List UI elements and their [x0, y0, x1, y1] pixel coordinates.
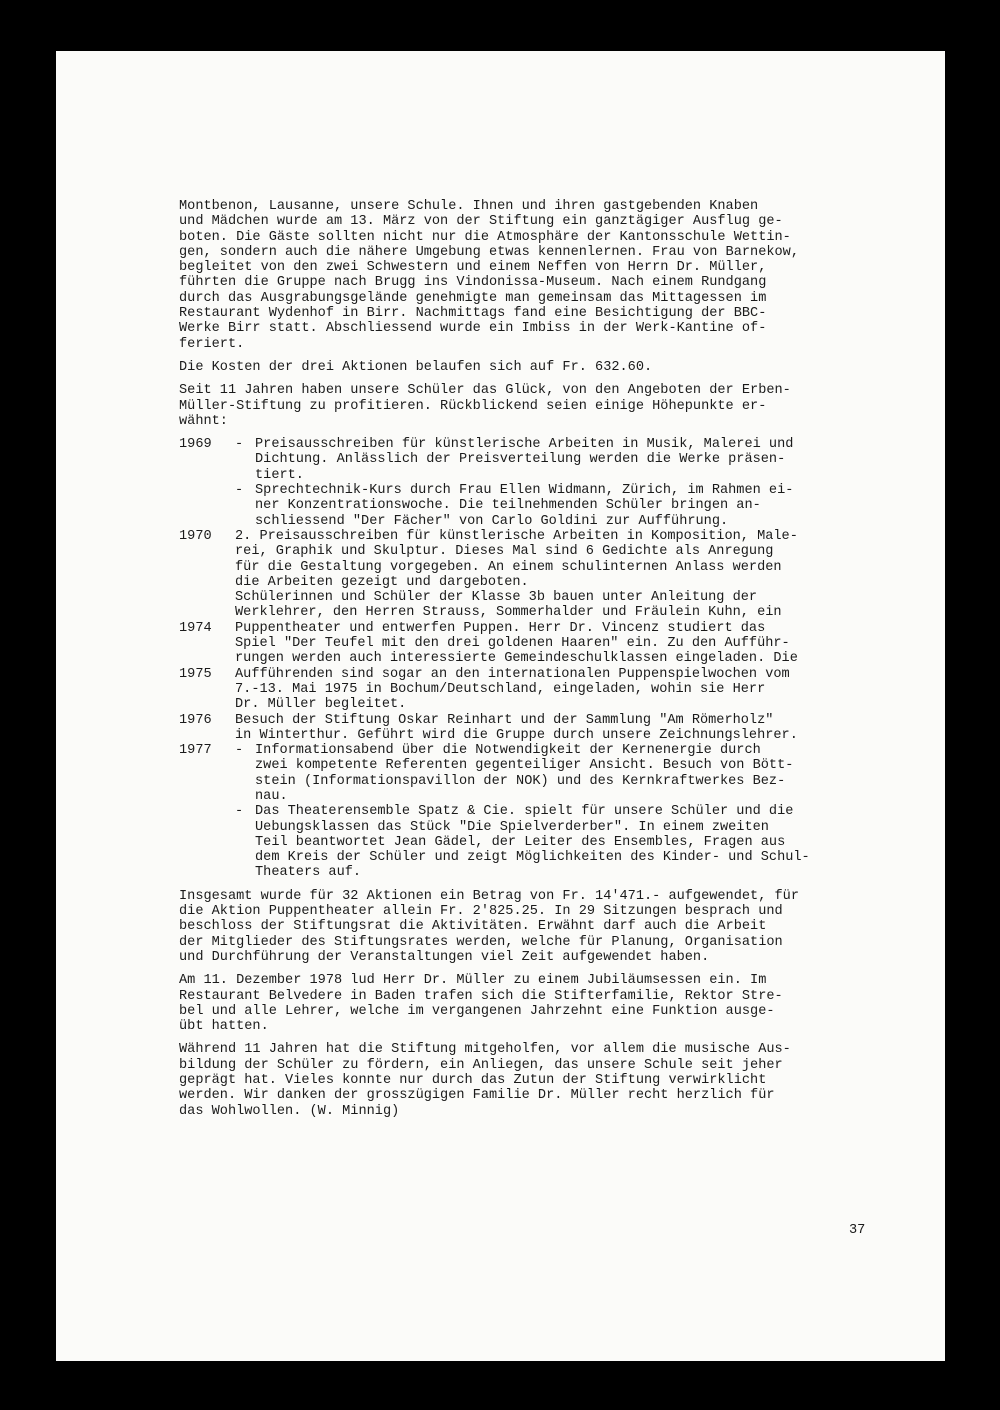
- text-line: Müller-Stiftung zu profitieren. Rückblickend seien einige Höhepunkte er-: [179, 398, 767, 414]
- entry-item: [235, 437, 899, 483]
- entry-1976: [179, 713, 899, 744]
- text-line: Die Kosten der drei Aktionen belaufen sich auf Fr. 632.60.: [179, 359, 653, 375]
- entry-item: [235, 743, 899, 804]
- entry-year: 1970: [179, 528, 212, 544]
- entry-1977: [179, 743, 899, 881]
- text-line: Besuch der Stiftung Oskar Reinhart und der Sammlung "Am Römerholz": [235, 712, 774, 728]
- page-text: [179, 199, 899, 1119]
- text-line: Montbenon, Lausanne, unsere Schule. Ihnen und ihren gastgebenden Knaben: [179, 199, 759, 214]
- text-line: Dichtung. Anlässlich der Preisverteilung werden die Werke präsen-: [255, 452, 786, 468]
- text-line: 7.-13. Mai 1975 in Bochum/Deutschland, eingeladen, wohin sie Herr: [235, 681, 766, 697]
- text-line: Restaurant Wydenhof in Birr. Nachmittags fand eine Besichtigung der BBC-: [179, 306, 767, 322]
- text-line: rei, Graphik und Skulptur. Dieses Mal sind 6 Gedichte als Anregung: [235, 544, 774, 560]
- text-line: schliessend "Der Fächer" von Carlo Goldini zur Aufführung.: [255, 513, 729, 529]
- text-line: für die Gestaltung vorgegeben. An einem schulinternen Anlass werden: [235, 559, 782, 575]
- text-line: ner Konzentrationswoche. Die teilnehmenden Schüler bringen an-: [255, 498, 761, 514]
- text-line: gen, sondern auch die nähere Umgebung etwas kennenlernen. Frau von Barnekow,: [179, 244, 799, 260]
- text-line: und Mädchen wurde am 13. März von der Stiftung ein ganztägiger Ausflug ge-: [179, 214, 783, 230]
- text-line: begleitet von den zwei Schwestern und einem Neffen von Herrn Dr. Müller,: [179, 260, 767, 276]
- text-line: Während 11 Jahren hat die Stiftung mitgeholfen, vor allem die musische Aus-: [179, 1042, 791, 1058]
- text-line: Theaters auf.: [255, 865, 362, 881]
- text-line: beschloss der Stiftungsrat die Aktivitäten. Erwähnt darf auch die Arbeit: [179, 919, 767, 935]
- text-line: Restaurant Belvedere in Baden trafen sich die Stifterfamilie, Rektor Stre-: [179, 988, 783, 1004]
- text-line: nau.: [255, 788, 288, 804]
- text-line: boten. Die Gäste sollten nicht nur die Atmosphäre der Kantonsschule Wettin-: [179, 229, 791, 245]
- entry-1974-1975: [179, 590, 899, 712]
- text-line: führten die Gruppe nach Brugg ins Vindonissa-Museum. Nach einem Rundgang: [179, 275, 767, 291]
- text-line: Uebungsklassen das Stück "Die Spielverderber". In einem zweiten: [255, 819, 769, 835]
- text-line: Am 11. Dezember 1978 lud Herr Dr. Müller zu einem Jubiläumsessen ein. Im: [179, 973, 767, 989]
- text-line: Puppentheater und entwerfen Puppen. Herr Dr. Vincenz studiert das: [235, 620, 766, 636]
- text-line: Aufführenden sind sogar an den internationalen Puppenspielwochen vom: [235, 666, 790, 682]
- paragraph-anniversary: [179, 973, 899, 1034]
- text-line: stein (Informationspavillon der NOK) und des Kernkraftwerkes Bez-: [255, 773, 786, 789]
- text-line: die Arbeiten gezeigt und dargeboten.: [235, 574, 529, 590]
- entry-year: 1974: [179, 620, 212, 636]
- dash-marker: -: [235, 483, 244, 499]
- entry-year: 1975: [179, 666, 212, 682]
- text-line: bel und alle Lehrer, welche im vergangenen Jahrzehnt eine Funktion ausge-: [179, 1003, 775, 1019]
- entry-year: 1977: [179, 743, 212, 759]
- text-line: bildung der Schüler zu fördern, ein Anliegen, das unsere Schule seit jeher: [179, 1057, 783, 1073]
- page-number: 37: [849, 1223, 866, 1238]
- text-line: Insgesamt wurde für 32 Aktionen ein Betrag von Fr. 14'471.- aufgewendet, für: [179, 888, 799, 904]
- text-line: dem Kreis der Schüler und zeigt Möglichkeiten des Kinder- und Schul-: [255, 850, 810, 866]
- text-line: Seit 11 Jahren haben unsere Schüler das Glück, von den Angeboten der Erben-: [179, 383, 791, 399]
- paragraph-visit: [179, 199, 899, 352]
- dash-marker: -: [235, 437, 244, 453]
- text-line: Sprechtechnik-Kurs durch Frau Ellen Widmann, Zürich, im Rahmen ei-: [255, 483, 794, 499]
- entry-year: 1976: [179, 712, 212, 728]
- text-line: die Aktion Puppentheater allein Fr. 2'825.25. In 29 Sitzungen besprach und: [179, 904, 783, 920]
- document-page: [56, 51, 945, 1361]
- text-line: rungen werden auch interessierte Gemeindeschulklassen eingeladen. Die: [235, 651, 798, 667]
- dash-marker: -: [235, 743, 244, 759]
- text-line: wähnt:: [179, 413, 228, 429]
- text-line: geprägt hat. Vieles konnte nur durch das Zutun der Stiftung verwirklicht: [179, 1073, 767, 1089]
- text-line: Schülerinnen und Schüler der Klasse 3b bauen unter Anleitung der: [235, 590, 758, 606]
- dash-marker: -: [235, 804, 244, 820]
- text-line: tiert.: [255, 467, 304, 483]
- paragraph-intro-highlights: [179, 383, 899, 429]
- entry-year: 1969: [179, 437, 212, 453]
- text-line: Werklehrer, den Herren Strauss, Sommerhalder und Fräulein Kuhn, ein: [235, 605, 782, 621]
- text-line: durch das Ausgrabungsgelände genehmigte man gemeinsam das Mittagessen im: [179, 290, 767, 306]
- text-line: Informationsabend über die Notwendigkeit der Kernenergie durch: [255, 743, 761, 759]
- text-line: der Mitglieder des Stiftungsrates werden, welche für Planung, Organisation: [179, 934, 783, 950]
- text-line: werden. Wir danken der grosszügigen Familie Dr. Müller recht herzlich für: [179, 1088, 775, 1104]
- text-line: 2. Preisausschreiben für künstlerische Arbeiten in Komposition, Male-: [235, 528, 798, 544]
- text-line: Dr. Müller begleitet.: [235, 697, 407, 713]
- paragraph-closing: [179, 1042, 899, 1118]
- entry-item: [235, 483, 899, 529]
- text-line: Das Theaterensemble Spatz & Cie. spielt für unsere Schüler und die: [255, 804, 794, 820]
- entry-1969: [179, 437, 899, 529]
- entry-1970: [179, 529, 899, 590]
- paragraph-totals: [179, 889, 899, 965]
- highlights-list: [179, 437, 899, 881]
- text-line: das Wohlwollen. (W. Minnig): [179, 1103, 400, 1119]
- text-line: und Durchführung der Veranstaltungen viel Zeit aufgewendet haben.: [179, 949, 710, 965]
- text-line: Teil beantwortet Jean Gädel, der Leiter des Ensembles, Fragen aus: [255, 834, 786, 850]
- text-line: Werke Birr statt. Abschliessend wurde ein Imbiss in der Werk-Kantine of-: [179, 321, 767, 337]
- text-line: Spiel "Der Teufel mit den drei goldenen Haaren" ein. Zu den Aufführ-: [235, 636, 790, 652]
- entry-item: [235, 804, 899, 880]
- paragraph-costs: [179, 360, 899, 375]
- text-line: zwei kompetente Referenten gegenteiliger Ansicht. Besuch von Bött-: [255, 758, 794, 774]
- text-line: in Winterthur. Geführt wird die Gruppe durch unsere Zeichnungslehrer.: [235, 727, 798, 743]
- text-line: übt hatten.: [179, 1019, 269, 1035]
- text-line: feriert.: [179, 336, 245, 352]
- text-line: Preisausschreiben für künstlerische Arbeiten in Musik, Malerei und: [255, 437, 794, 453]
